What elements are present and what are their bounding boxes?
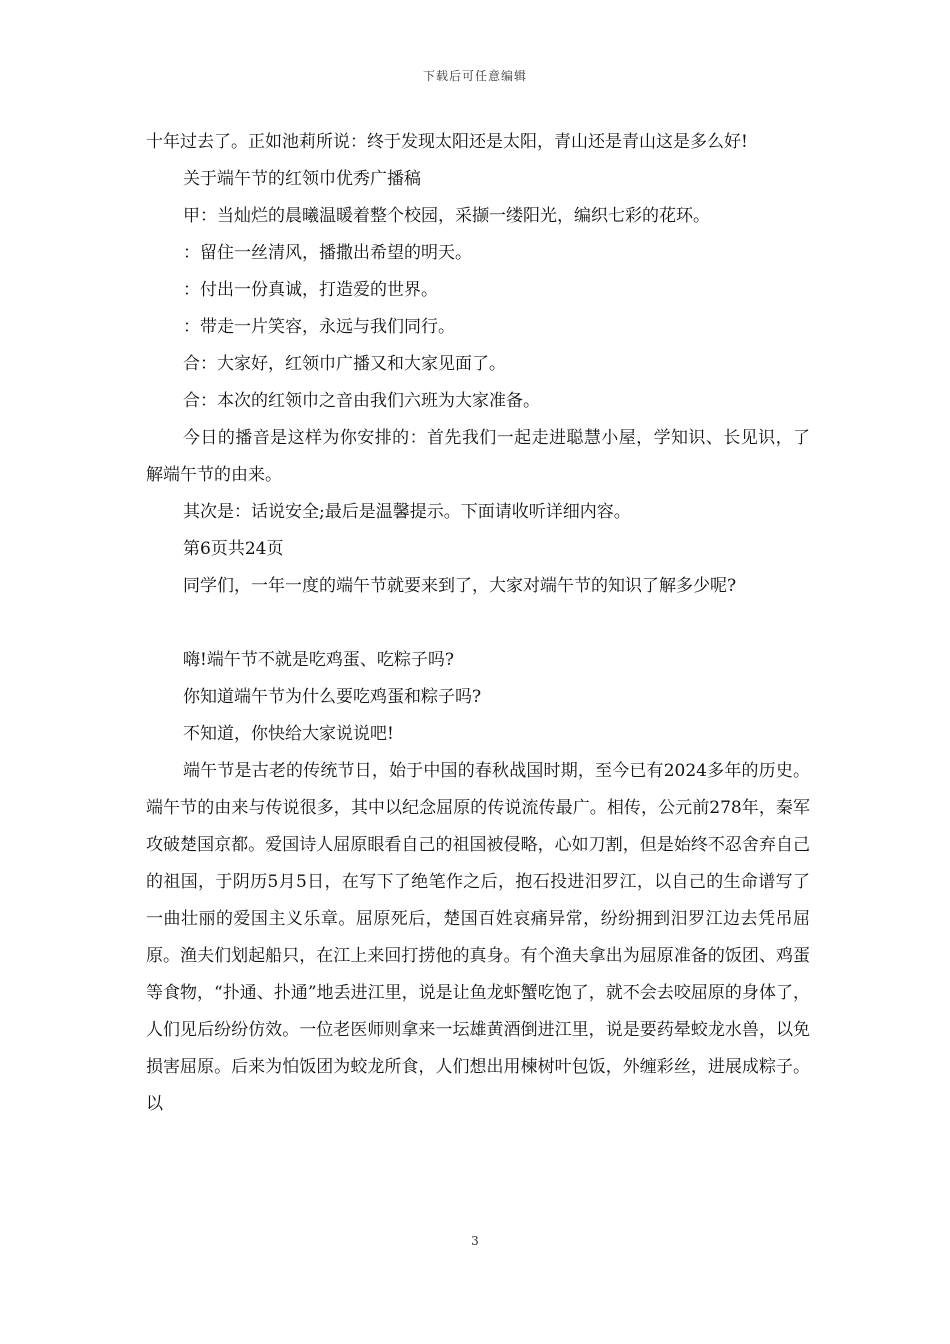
- page-header: 下载后可任意编辑: [422, 69, 527, 83]
- paragraph: 其次是：话说安全;最后是温馨提示。下面请收听详细内容。: [183, 502, 631, 522]
- paragraph: ：付出一份真诚，打造爱的世界。: [183, 280, 438, 300]
- page-number: 3: [471, 1234, 479, 1248]
- paragraph: 今日的播音是这样为你安排的：首先我们一起走进聪慧小屋，学知识、长见识，了解端午节的由来。: [146, 428, 810, 485]
- paragraph: 甲：当灿烂的晨曦温暖着整个校园，采撷一缕阳光，编织七彩的花环。: [183, 206, 710, 226]
- paragraph: 不知道，你快给大家说说吧!: [183, 724, 394, 744]
- paragraph: ：带走一片笑容，永远与我们同行。: [183, 317, 455, 337]
- broadcast-title: 关于端午节的红领巾优秀广播稿: [183, 169, 421, 189]
- paragraph: 同学们，一年一度的端午节就要来到了，大家对端午节的知识了解多少呢?: [183, 576, 737, 596]
- blank-line: [146, 605, 810, 642]
- paragraph: 合：大家好，红领巾广播又和大家见面了。: [183, 354, 506, 374]
- paragraph: 嗨!端午节不就是吃鸡蛋、吃粽子吗?: [183, 650, 454, 670]
- paragraph: 你知道端午节为什么要吃鸡蛋和粽子吗?: [183, 687, 482, 707]
- paragraph: 十年过去了。正如池莉所说：终于发现太阳还是太阳，青山还是青山这是多么好!: [146, 132, 748, 152]
- page-count-line: 第6页共24页: [183, 539, 284, 559]
- document-body: [146, 124, 810, 1123]
- paragraph: ：留住一丝清风，播撒出希望的明天。: [183, 243, 472, 263]
- paragraph: 端午节是古老的传统节日，始于中国的春秋战国时期，至今已有2024多年的历史。端午节的由来与传说很多，其中以纪念屈原的传说流传最广。相传，公元前278年，秦军攻破楚国京都。爱国诗人屈原眼看自己的祖国被侵略，心如刀割，但是始终不忍舍弃自己的祖国，于阴历5月5日，在写下了绝笔作之后，抱石投进汨罗江，以自己的生命谱写了一曲壮丽的爱国主义乐章。屈原死后，楚国百姓哀痛异常，纷纷拥到汨罗江边去凭吊屈原。渔夫们划起船只，在江上来回打捞他的真身。有个渔夫拿出为屈原准备的饭团、鸡蛋等食物，“扑通、扑通”地丢进江里，说是让鱼龙虾蟹吃饱了，就不会去咬屈原的身体了，人们见后纷纷仿效。一位老医师则拿来一坛雄黄酒倒进江里，说是要药晕蛟龙水兽，以免损害屈原。后来为怕饭团为蛟龙所食，人们想出用楝树叶包饭，外缠彩丝，进展成粽子。以: [146, 761, 810, 1114]
- paragraph: 合：本次的红领巾之音由我们六班为大家准备。: [183, 391, 540, 411]
